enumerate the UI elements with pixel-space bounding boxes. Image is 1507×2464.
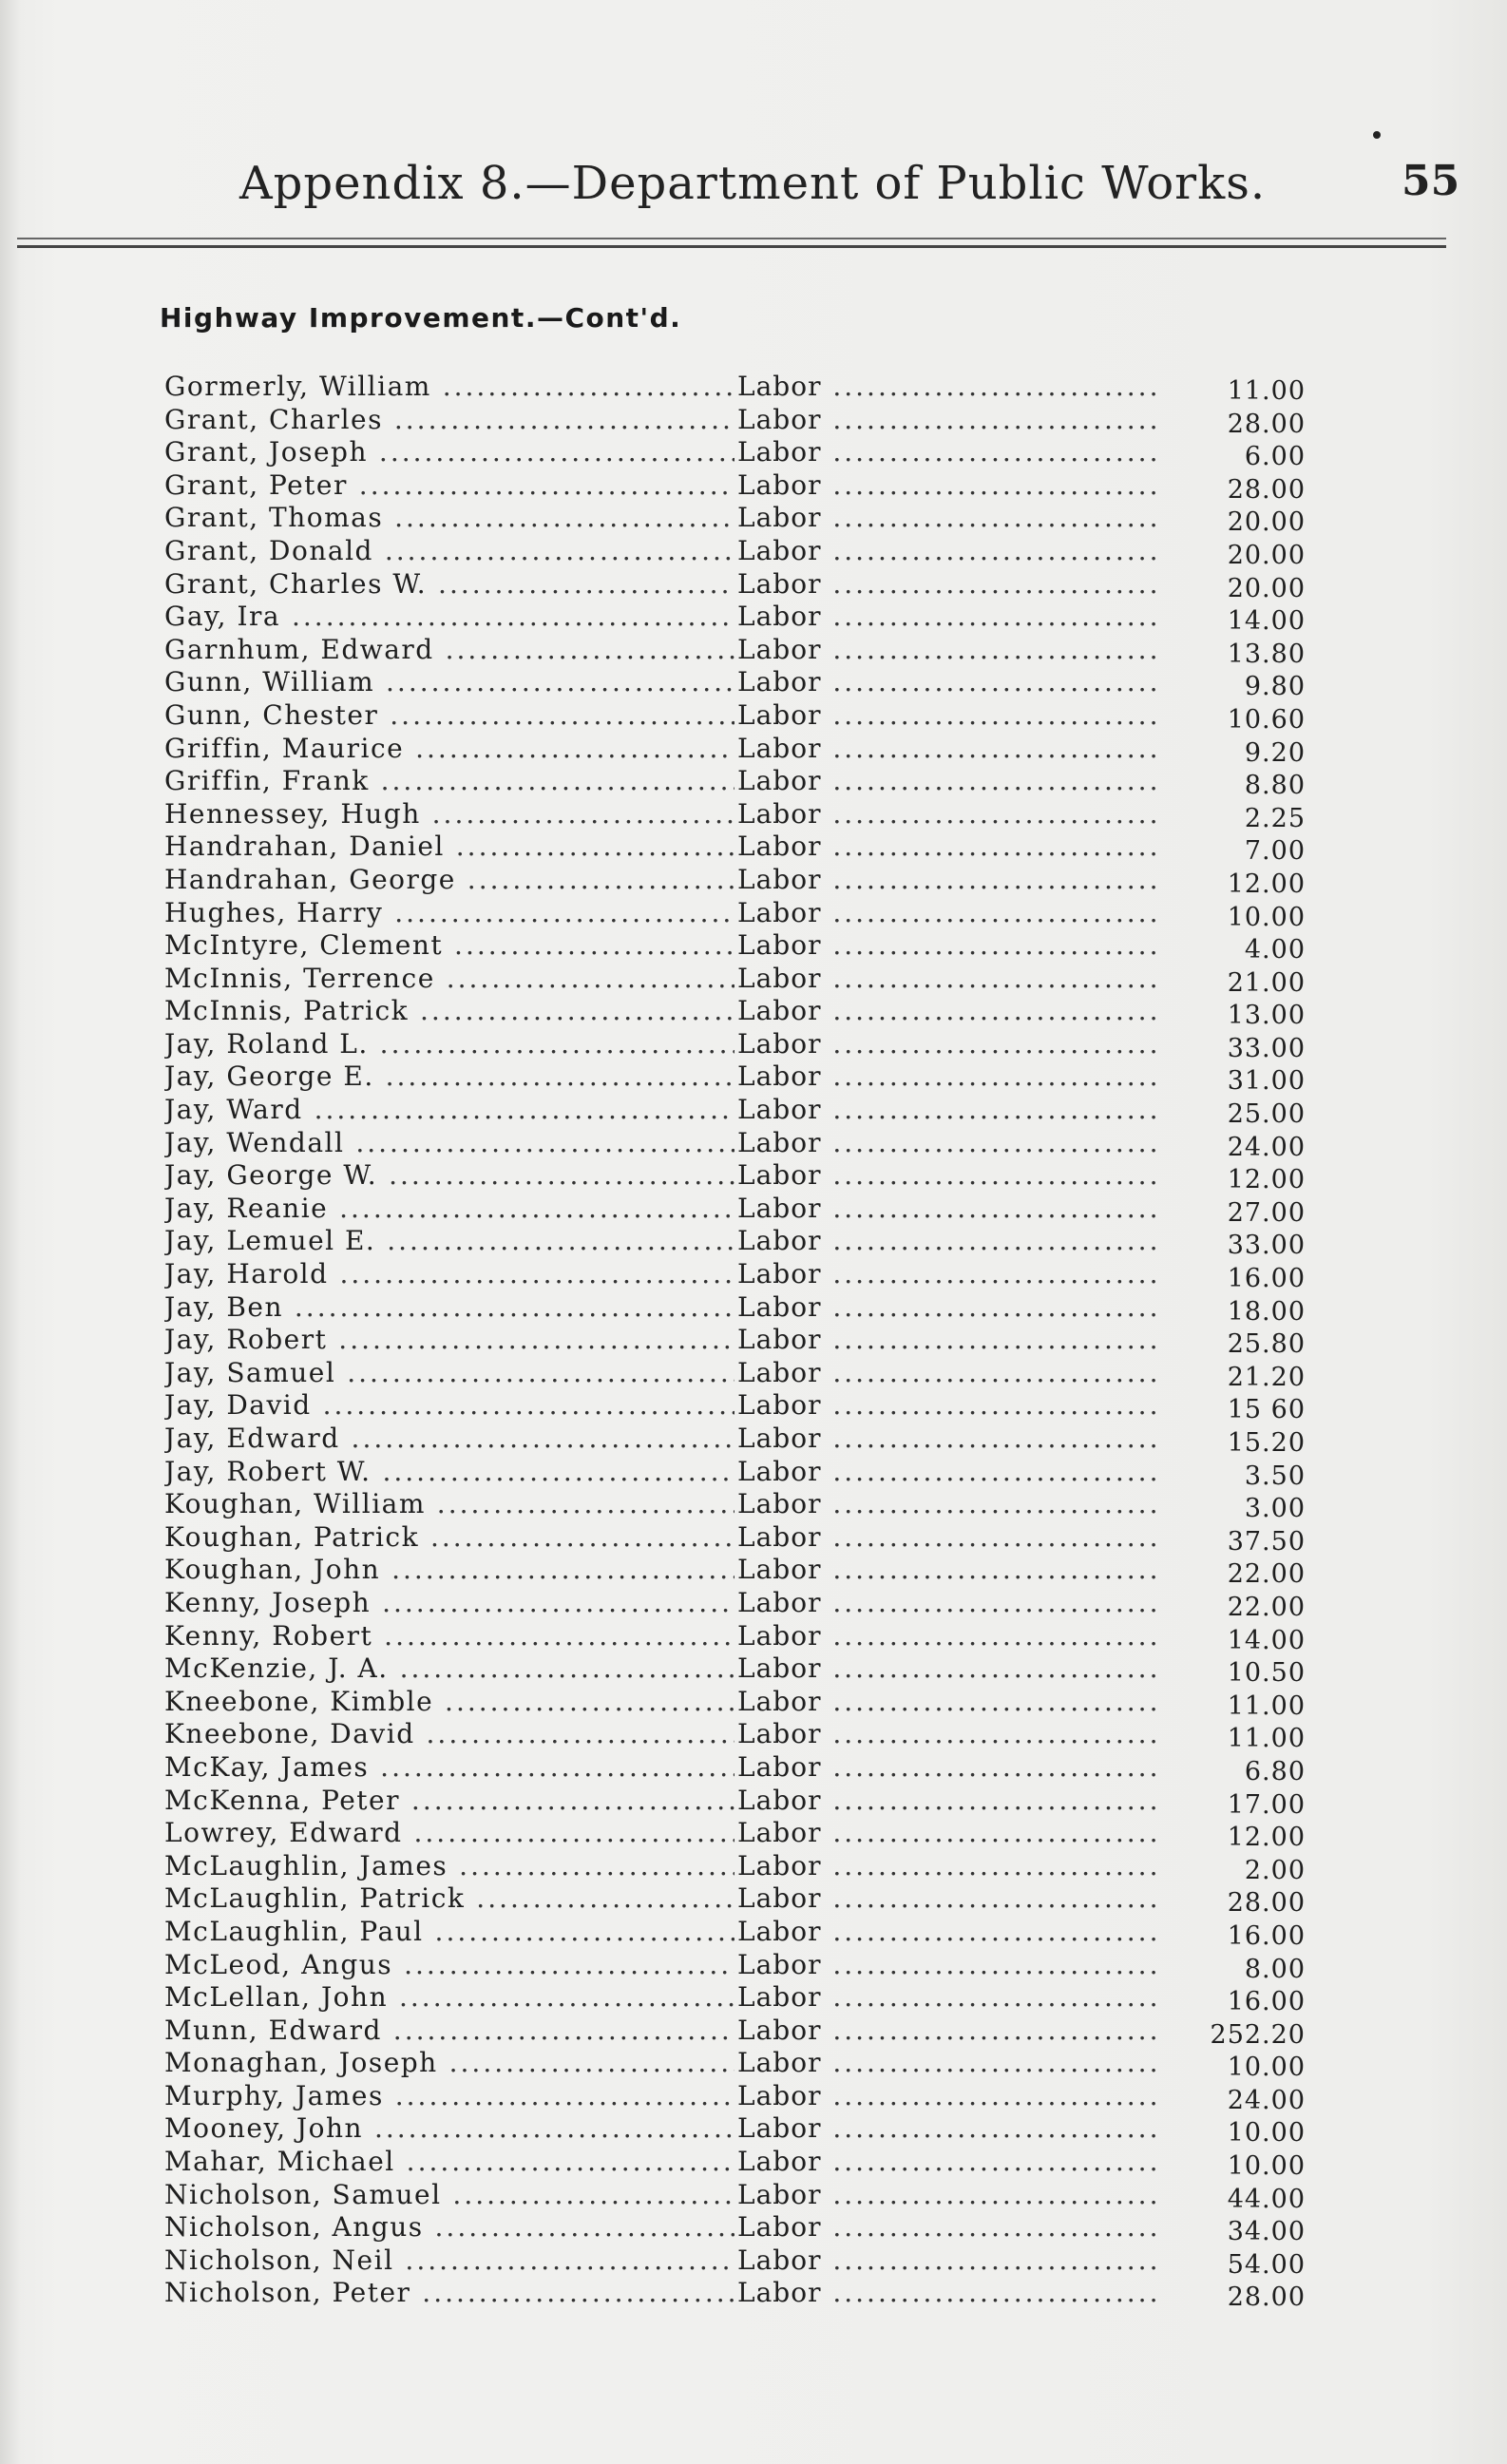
entry-occupation: Labor ..... [737, 1554, 1155, 1586]
list-item [0, 1916, 1507, 1949]
entry-name: Jay, Lemuel E. ..... [164, 1225, 734, 1257]
list-item [0, 2244, 1507, 2278]
list-item [0, 831, 1507, 867]
entry-amount: 27.00 [1227, 1197, 1306, 1228]
list-item [0, 1587, 1507, 1620]
list-item [0, 897, 1507, 930]
entry-amount: 20.00 [1227, 540, 1306, 570]
entry-amount: 6.80 [1244, 1756, 1306, 1786]
entry-occupation: Labor ..... [737, 1028, 1155, 1060]
entry-occupation: Labor ..... [737, 634, 1155, 666]
list-item [0, 1225, 1507, 1261]
list-item [0, 1094, 1507, 1130]
entry-amount: 10.00 [1227, 2053, 1306, 2083]
entry-name: McLaughlin, James ..... [164, 1850, 734, 1882]
entry-name: Nicholson, Peter ..... [164, 2277, 734, 2309]
entry-occupation: Labor ..... [737, 733, 1155, 765]
list-item [0, 1718, 1507, 1754]
entry-amount: 13.00 [1227, 1001, 1306, 1031]
entry-amount: 22.00 [1227, 1559, 1306, 1590]
entry-occupation: Labor ..... [737, 1981, 1155, 2014]
page-header [0, 157, 1507, 223]
entry-name: Jay, Roland L. ..... [164, 1028, 734, 1060]
entry-occupation: Labor ..... [737, 601, 1155, 633]
entry-occupation: Labor ..... [737, 1785, 1155, 1817]
entry-name: Grant, Donald ..... [164, 535, 734, 567]
entry-name: Hughes, Harry ..... [164, 897, 734, 929]
entry-name: McIntyre, Clement ..... [164, 929, 734, 962]
header-rule-thin [17, 238, 1446, 239]
entry-name: Hennessey, Hugh ..... [164, 798, 734, 831]
entry-name: Koughan, John ..... [164, 1554, 734, 1586]
page-title: Appendix 8.—Department of Public Works. [239, 157, 1267, 210]
entry-occupation: Labor ..... [737, 2047, 1155, 2079]
entry-occupation: Labor ..... [737, 897, 1155, 929]
entry-name: Jay, Wendall ..... [164, 1127, 734, 1159]
entry-name: Griffin, Frank ..... [164, 765, 734, 797]
entry-name: Gormerly, William ..... [164, 371, 734, 403]
entry-name: Jay, Ben ..... [164, 1291, 734, 1324]
entry-occupation: Labor ..... [737, 1718, 1155, 1750]
entry-amount: 33.00 [1227, 1231, 1306, 1261]
entry-occupation: Labor ..... [737, 568, 1155, 601]
entry-occupation: Labor ..... [737, 2211, 1155, 2244]
entry-amount: 25.80 [1227, 1329, 1306, 1360]
entry-amount: 33.00 [1227, 1033, 1306, 1063]
entry-occupation: Labor ..... [737, 798, 1155, 831]
entry-name: Jay, Reanie ..... [164, 1193, 734, 1225]
entry-name: McLaughlin, Paul ..... [164, 1916, 734, 1948]
entry-name: Nicholson, Angus ..... [164, 2211, 734, 2244]
entry-amount: 21.00 [1227, 967, 1306, 998]
list-item [0, 2112, 1507, 2149]
entry-name: Gay, Ira ..... [164, 601, 734, 633]
entry-name: Kenny, Joseph ..... [164, 1587, 734, 1619]
entry-occupation: Labor ..... [737, 963, 1155, 995]
list-item [0, 601, 1507, 637]
entry-amount: 28.00 [1227, 409, 1306, 439]
entry-amount: 28.00 [1227, 1888, 1306, 1919]
entry-amount: 11.00 [1227, 1690, 1306, 1721]
entry-name: Gunn, Chester ..... [164, 699, 734, 732]
entry-occupation: Labor ..... [737, 2179, 1155, 2211]
entry-occupation: Labor ..... [737, 371, 1155, 403]
entry-amount: 20.00 [1227, 507, 1306, 538]
entry-name: Grant, Charles ..... [164, 404, 734, 436]
entry-name: Grant, Thomas ..... [164, 502, 734, 534]
entry-amount: 11.00 [1227, 1724, 1306, 1754]
list-item [0, 371, 1507, 404]
list-item [0, 404, 1507, 437]
entry-occupation: Labor ..... [737, 1949, 1155, 1981]
entry-name: Koughan, William ..... [164, 1488, 734, 1520]
entry-name: Grant, Charles W. ..... [164, 568, 734, 601]
entry-occupation: Labor ..... [737, 2146, 1155, 2178]
entry-occupation: Labor ..... [737, 1258, 1155, 1290]
entry-amount: 17.00 [1227, 1789, 1306, 1820]
entry-name: Jay, Samuel ..... [164, 1357, 734, 1389]
entry-occupation: Labor ..... [737, 2277, 1155, 2309]
entry-occupation: Labor ..... [737, 1488, 1155, 1520]
entry-occupation: Labor ..... [737, 1225, 1155, 1257]
entry-name: Grant, Joseph ..... [164, 436, 734, 468]
entry-occupation: Labor ..... [737, 1521, 1155, 1554]
entry-name: Jay, Ward ..... [164, 1094, 734, 1126]
entry-occupation: Labor ..... [737, 1850, 1155, 1882]
entry-occupation: Labor ..... [737, 535, 1155, 567]
entry-occupation: Labor ..... [737, 1127, 1155, 1159]
entry-occupation: Labor ..... [737, 831, 1155, 863]
entry-amount: 16.00 [1227, 1987, 1306, 2017]
list-item [0, 1127, 1507, 1160]
entry-occupation: Labor ..... [737, 1291, 1155, 1324]
list-item [0, 2080, 1507, 2113]
entry-name: McInnis, Patrick ..... [164, 995, 734, 1027]
entry-name: Jay, George W. ..... [164, 1159, 734, 1192]
list-item [0, 1850, 1507, 1883]
entry-occupation: Labor ..... [737, 2244, 1155, 2277]
entry-amount: 12.00 [1227, 1823, 1306, 1853]
entry-name: Monaghan, Joseph ..... [164, 2047, 734, 2079]
list-item [0, 765, 1507, 801]
list-item [0, 2211, 1507, 2247]
entry-occupation: Labor ..... [737, 699, 1155, 732]
entry-occupation: Labor ..... [737, 864, 1155, 896]
entry-name: Kneebone, Kimble ..... [164, 1686, 734, 1718]
entry-occupation: Labor ..... [737, 1389, 1155, 1422]
entry-amount: 18.00 [1227, 1296, 1306, 1327]
entry-name: McLaughlin, Patrick ..... [164, 1882, 734, 1915]
list-item [0, 929, 1507, 963]
entry-amount: 13.80 [1227, 639, 1306, 669]
list-item [0, 1423, 1507, 1456]
entry-amount: 7.00 [1244, 836, 1306, 867]
entry-amount: 3.50 [1244, 1461, 1306, 1491]
entry-name: Grant, Peter ..... [164, 469, 734, 502]
list-item [0, 1949, 1507, 1982]
entry-name: Koughan, Patrick ..... [164, 1521, 734, 1554]
entry-name: Munn, Edward ..... [164, 2015, 734, 2047]
entry-occupation: Labor ..... [737, 502, 1155, 534]
entry-occupation: Labor ..... [737, 1060, 1155, 1093]
entry-amount: 15 60 [1227, 1395, 1306, 1425]
list-item [0, 2277, 1507, 2313]
entry-occupation: Labor ..... [737, 1652, 1155, 1685]
list-item [0, 1785, 1507, 1818]
list-item [0, 1882, 1507, 1919]
entry-name: Jay, Robert ..... [164, 1324, 734, 1356]
entry-name: Mooney, John ..... [164, 2112, 734, 2145]
list-item [0, 1258, 1507, 1294]
entry-amount: 34.00 [1227, 2217, 1306, 2247]
list-item [0, 535, 1507, 568]
list-item [0, 1652, 1507, 1689]
entry-occupation: Labor ..... [737, 2080, 1155, 2112]
list-item [0, 2146, 1507, 2182]
list-item [0, 568, 1507, 602]
entry-name: Jay, Harold ..... [164, 1258, 734, 1290]
entry-occupation: Labor ..... [737, 765, 1155, 797]
entry-name: Kenny, Robert ..... [164, 1620, 734, 1652]
entry-name: Gunn, William ..... [164, 666, 734, 698]
list-item [0, 1456, 1507, 1489]
entry-amount: 12.00 [1227, 869, 1306, 899]
list-item [0, 666, 1507, 702]
entry-occupation: Labor ..... [737, 1686, 1155, 1718]
entry-name: Kneebone, David ..... [164, 1718, 734, 1750]
list-item [0, 1028, 1507, 1061]
entry-occupation: Labor ..... [737, 1159, 1155, 1192]
list-item [0, 1193, 1507, 1226]
entry-amount: 2.00 [1244, 1855, 1306, 1885]
entry-amount: 16.00 [1227, 1920, 1306, 1951]
entry-amount: 9.80 [1244, 672, 1306, 702]
entry-amount: 31.00 [1227, 1066, 1306, 1097]
list-item [0, 1554, 1507, 1590]
entry-occupation: Labor ..... [737, 1587, 1155, 1619]
list-item [0, 963, 1507, 996]
entry-amount: 25.00 [1227, 1099, 1306, 1130]
list-item [0, 1060, 1507, 1097]
entry-name: McLellan, John ..... [164, 1981, 734, 2014]
list-item [0, 1159, 1507, 1193]
entry-name: Garnhum, Edward ..... [164, 634, 734, 666]
entry-occupation: Labor ..... [737, 436, 1155, 468]
list-item [0, 2015, 1507, 2048]
entry-amount: 10.60 [1227, 704, 1306, 735]
entry-amount: 10.00 [1227, 2118, 1306, 2149]
entry-amount: 24.00 [1227, 1132, 1306, 1162]
list-item [0, 634, 1507, 667]
entry-occupation: Labor ..... [737, 2015, 1155, 2047]
list-item [0, 1521, 1507, 1555]
entry-amount: 9.20 [1244, 737, 1306, 768]
list-item [0, 699, 1507, 733]
entry-occupation: Labor ..... [737, 666, 1155, 698]
entry-name: McKenna, Peter ..... [164, 1785, 734, 1817]
list-item [0, 1357, 1507, 1390]
list-item [0, 798, 1507, 831]
entry-amount: 15.20 [1227, 1428, 1306, 1458]
entry-name: Nicholson, Samuel ..... [164, 2179, 734, 2211]
list-item [0, 995, 1507, 1031]
entry-amount: 24.00 [1227, 2085, 1306, 2115]
entry-amount: 10.00 [1227, 2151, 1306, 2182]
entry-name: Jay, George E. ..... [164, 1060, 734, 1093]
entry-amount: 14.00 [1227, 606, 1306, 637]
entry-occupation: Labor ..... [737, 469, 1155, 502]
list-item [0, 469, 1507, 503]
page-number: 55 [1402, 157, 1460, 205]
entry-amount: 8.00 [1244, 1954, 1306, 1984]
list-item [0, 1389, 1507, 1423]
entry-amount: 21.20 [1227, 1362, 1306, 1392]
entry-amount: 16.00 [1227, 1264, 1306, 1294]
entry-occupation: Labor ..... [737, 1916, 1155, 1948]
entry-amount: 252.20 [1210, 2019, 1306, 2050]
entries-list [0, 371, 1507, 2313]
entry-name: McKay, James ..... [164, 1751, 734, 1784]
list-item [0, 1981, 1507, 2015]
entry-amount: 20.00 [1227, 573, 1306, 603]
entry-occupation: Labor ..... [737, 1357, 1155, 1389]
entry-name: McInnis, Terrence ..... [164, 963, 734, 995]
entry-amount: 3.00 [1244, 1494, 1306, 1524]
list-item [0, 2179, 1507, 2212]
list-item [0, 733, 1507, 766]
entry-occupation: Labor ..... [737, 1882, 1155, 1915]
entry-occupation: Labor ..... [737, 1094, 1155, 1126]
entry-name: Jay, David ..... [164, 1389, 734, 1422]
list-item [0, 1620, 1507, 1653]
entry-name: Lowrey, Edward ..... [164, 1817, 734, 1849]
entry-amount: 2.25 [1244, 803, 1306, 833]
list-item [0, 1751, 1507, 1785]
entry-amount: 54.00 [1227, 2249, 1306, 2280]
list-item [0, 1324, 1507, 1360]
list-item [0, 436, 1507, 472]
entry-occupation: Labor ..... [737, 404, 1155, 436]
entry-occupation: Labor ..... [737, 1751, 1155, 1784]
entry-name: McKenzie, J. A. ..... [164, 1652, 734, 1685]
entry-amount: 28.00 [1227, 2283, 1306, 2313]
entry-occupation: Labor ..... [737, 2112, 1155, 2145]
entry-occupation: Labor ..... [737, 1620, 1155, 1652]
entry-occupation: Labor ..... [737, 1456, 1155, 1488]
entry-occupation: Labor ..... [737, 929, 1155, 962]
section-heading: Highway Improvement.—Cont'd. [160, 302, 682, 334]
entry-amount: 10.00 [1227, 902, 1306, 932]
entry-name: Handrahan, Daniel ..... [164, 831, 734, 863]
entry-amount: 4.00 [1244, 935, 1306, 965]
entry-amount: 6.00 [1244, 442, 1306, 472]
entry-name: Griffin, Maurice ..... [164, 733, 734, 765]
entry-amount: 28.00 [1227, 474, 1306, 505]
entry-amount: 14.00 [1227, 1625, 1306, 1655]
entry-occupation: Labor ..... [737, 995, 1155, 1027]
header-rule-thick [17, 245, 1446, 248]
entry-name: McLeod, Angus ..... [164, 1949, 734, 1981]
list-item [0, 502, 1507, 538]
list-item [0, 1686, 1507, 1719]
entry-name: Jay, Edward ..... [164, 1423, 734, 1455]
entry-amount: 10.50 [1227, 1658, 1306, 1689]
entry-name: Handrahan, George ..... [164, 864, 734, 896]
entry-amount: 12.00 [1227, 1165, 1306, 1195]
entry-occupation: Labor ..... [737, 1817, 1155, 1849]
entry-occupation: Labor ..... [737, 1193, 1155, 1225]
entry-name: Murphy, James ..... [164, 2080, 734, 2112]
ink-mark [1373, 131, 1381, 139]
entry-amount: 37.50 [1227, 1526, 1306, 1557]
entry-amount: 44.00 [1227, 2184, 1306, 2214]
entry-name: Mahar, Michael ..... [164, 2146, 734, 2178]
entry-occupation: Labor ..... [737, 1423, 1155, 1455]
entry-occupation: Labor ..... [737, 1324, 1155, 1356]
list-item [0, 1291, 1507, 1325]
list-item [0, 2047, 1507, 2083]
entry-amount: 11.00 [1227, 376, 1306, 406]
entry-name: Jay, Robert W. ..... [164, 1456, 734, 1488]
list-item [0, 1817, 1507, 1853]
entry-name: Nicholson, Neil ..... [164, 2244, 734, 2277]
entry-amount: 22.00 [1227, 1592, 1306, 1622]
list-item [0, 864, 1507, 897]
list-item [0, 1488, 1507, 1524]
entry-amount: 8.80 [1244, 771, 1306, 801]
